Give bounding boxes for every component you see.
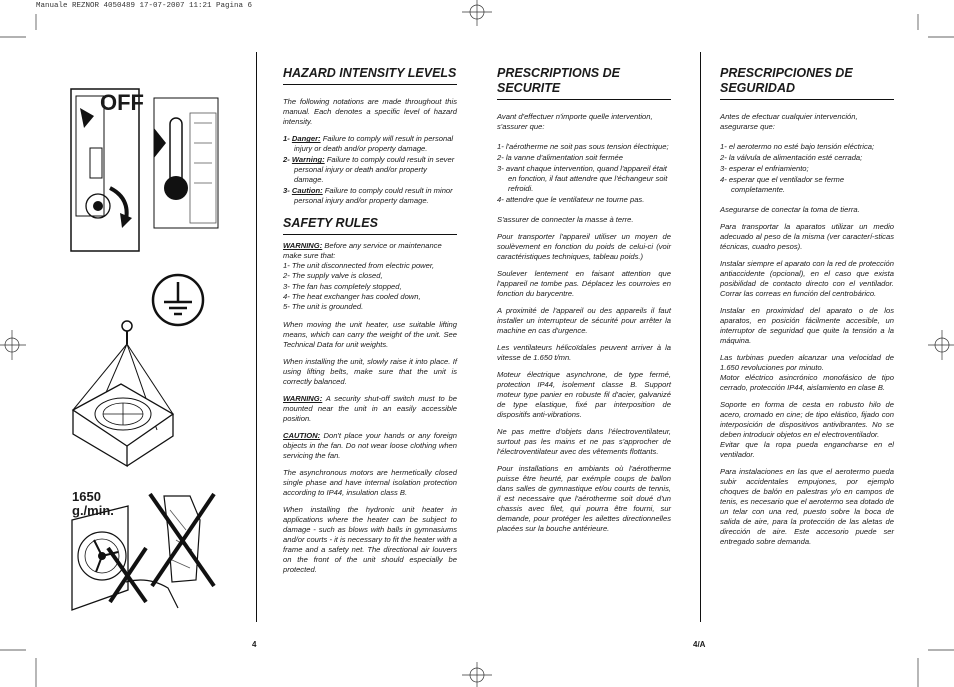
off-label: OFF (100, 90, 144, 115)
english-column (283, 66, 457, 582)
french-p6: Moteur électrique asynchrone, de type fermé, protection IP44, isolement classe B. Support moteur type panier en robuste fil d'acier, galvanizé de type elastique, fixé par interposition de dispositifs anti-vibrations. (497, 370, 671, 420)
french-p8: Pour installations en ambiants où l'aérotherme puisse être heurté, par exémple coups de ballon dans salles de gymnastique et/ou courts de tennis, il est necessaire que l'aérotherme soit doué d'un chassis avec filet, qui pourra être fourni, sur demande, pour protéger les ailettes directionnelles placées sur la bouche antérieure. (497, 464, 671, 534)
divider-left (256, 52, 257, 622)
french-rule (497, 99, 671, 100)
french-title: PRESCRIPTIONS DE SECURITE (497, 66, 620, 95)
page-number-left: 4 (252, 640, 257, 649)
para-motors: The asynchronous motors are hermetically closed single phase and have internal isolation protection according to IP44, insulation class B. (283, 467, 457, 497)
french-p7: Ne pas mettre d'objets dans l'électroventilateur, surtout pas les mains et ne pas s'approcher de l'électroventilateur avec des vêtements flottants. (497, 427, 671, 457)
spanish-p6b: Evitar que la ropa pueda engancharse en el ventilador. (720, 440, 894, 460)
french-intro: Avant d'effectuer n'importe quelle intervention, s'assurer que: (497, 111, 653, 131)
warning-lead: WARNING: Before any service or maintenance make sure that: (283, 241, 442, 261)
spanish-intro: Antes de efectuar cualquier intervención, asegurarse que: (720, 111, 858, 131)
french-p4: A proximité de l'appareil ou des appareils il faut installer un interrupteur de sécurité pour arrêter la machine en cas d'urgence. (497, 306, 671, 336)
hazard-intro: The following notations are made throughout this manual. Each denotes a specific level of hazard intensity. (283, 97, 457, 127)
safety-rule (283, 234, 457, 235)
illustration-switch-off (70, 88, 220, 253)
french-p1: S'assurer de connecter la masse à terre. (497, 215, 634, 225)
hazard-item-danger: 1- Danger: Failure to comply will result in personal injury or death and/or property damage. (283, 134, 454, 154)
hazard-title: HAZARD INTENSITY LEVELS (283, 66, 457, 80)
para-lifting: When moving the unit heater, use suitable lifting means, which can carry the weight of the unit. See Technical Data for unit weights. (283, 319, 457, 349)
fan-speed-label: 1650 g./min. (72, 489, 114, 519)
para-caution: CAUTION: Don't place your hands or any foreign objects in the fan. Do not wear loose clothing when servicing the fan. (283, 430, 457, 460)
french-p5: Les ventilateurs hélicoïdales peuvent arriver à la vitesse de 1.650 t/mn. (497, 343, 671, 363)
spanish-rule (720, 99, 894, 100)
spanish-p5b: Motor eléctrico asincrónico monofásico de tipo cerrado, protección IP44, aislamiento en clase B. (720, 373, 894, 393)
french-p2: Pour transporter l'appareil utiliser un moyen de soulèvement en fonction du poids de celui-ci (voir caractéristiques techniques, tableau poids.) (497, 232, 671, 262)
french-p3: Soulever lentement en faisant attention que l'appareil ne tombe pas. Déplacez les courroies en fonction du barycentre. (497, 269, 671, 299)
hazard-rule (283, 84, 457, 85)
spanish-column (720, 66, 894, 554)
para-warning-switch: WARNING: A security shut-off switch must to be mounted near the unit in an easily accessible position. (283, 393, 457, 423)
para-raise: When installing the unit, slowly raise it into place. If using lifting belts, make sure that the unit is correctly balanced. (283, 356, 457, 386)
para-hydronic: When installing the hydronic unit heater in applications where the heater can be subject to damage - such as blows with balls in gymnasiums and/or courts - it is necessary to fit the heater with a frame and a safety net. The directional air louvers on the front of the unit should especially be protected. (283, 504, 457, 574)
divider-right (700, 52, 701, 622)
print-header: Manuale REZNOR 4050489 17-07-2007 11:21 Pagina 6 (36, 2, 253, 10)
spanish-p2: Para transportar la aparatos utilizar un medio adecuado al peso de la misma (ver caracterí-sticas técnicas, cuadro pesos). (720, 222, 894, 252)
spanish-p6: Soporte en forma de cesta en robusto hilo de acero, cromado en cine; de tipo elástico, fijado con interposición de dispositivos antivibrantes. No se deben introducir objetos en el electroventilador. (720, 400, 894, 440)
spanish-p1: Asegurarse de conectar la toma de tierra. (720, 205, 860, 214)
hazard-list (283, 134, 457, 206)
french-list: 1- l'aérotherme ne soit pas sous tension électrique; 2- la vanne d'alimentation soit fermée 3- avant chaque intervention, quand l'appareil était en fonction, il faut attendre que l'échangeur soit refroidi. 4- attendre que le ventilateur ne tourne pas. (497, 141, 669, 204)
page-number-right: 4/A (693, 640, 706, 649)
spanish-p3: Instalar siempre el aparato con la red de protección antiaccidente (opcional), en el caso que exista posibilidad de contacto directo con el ventilador. Corrar las correas en función del centrobárico. (720, 259, 894, 299)
hazard-item-warning: 2- Warning: Failure to comply could result in sever personal injury or death and/or property damage. (283, 155, 455, 185)
spanish-title: PRESCRIPCIONES DE SEGURIDAD (720, 66, 853, 95)
spanish-list: 1- el aerotermo no esté bajo tensión eléctrica; 2- la válvula de alimentación esté cerrada; 3- esperar el enfriamiento; 4- esperar que el ventilador se ferme completamente. (720, 141, 875, 194)
illustration-lifting (65, 318, 195, 468)
safety-title: SAFETY RULES (283, 216, 378, 231)
spanish-p7: Para instalaciones en las que el aerotermo pueda subir accidentales empujones, por ejemplo choques de balón en palestras y/o en campos de tenis, es necesario que el aerotermo sea dotado de un telar con una red, puesto sobre la boca de salida de aire, para la protección de las aletas de dirección de aire. Este accesorio puede ser entregado sobre demanda. (720, 467, 894, 547)
hazard-item-caution: 3- Caution: Failure to comply could result in minor personal injury and/or property damage. (283, 186, 453, 206)
spanish-p5: Las turbinas pueden alcanzar una velocidad de 1.650 revoluciones por minuto. (720, 353, 894, 373)
warning-list: 1- The unit disconnected from electric power, 2- The supply valve is closed, 3- The fan has completely stopped, 4- The heat exchanger has cooled down, 5- The unit is grounded. (283, 261, 435, 311)
spanish-p4: Instalar en proximidad del aparato o de los aparatos, en posición fácilmente accesible, un interruptor de seguridad que quite la tensión a la máquina. (720, 306, 894, 346)
french-column (497, 66, 671, 541)
